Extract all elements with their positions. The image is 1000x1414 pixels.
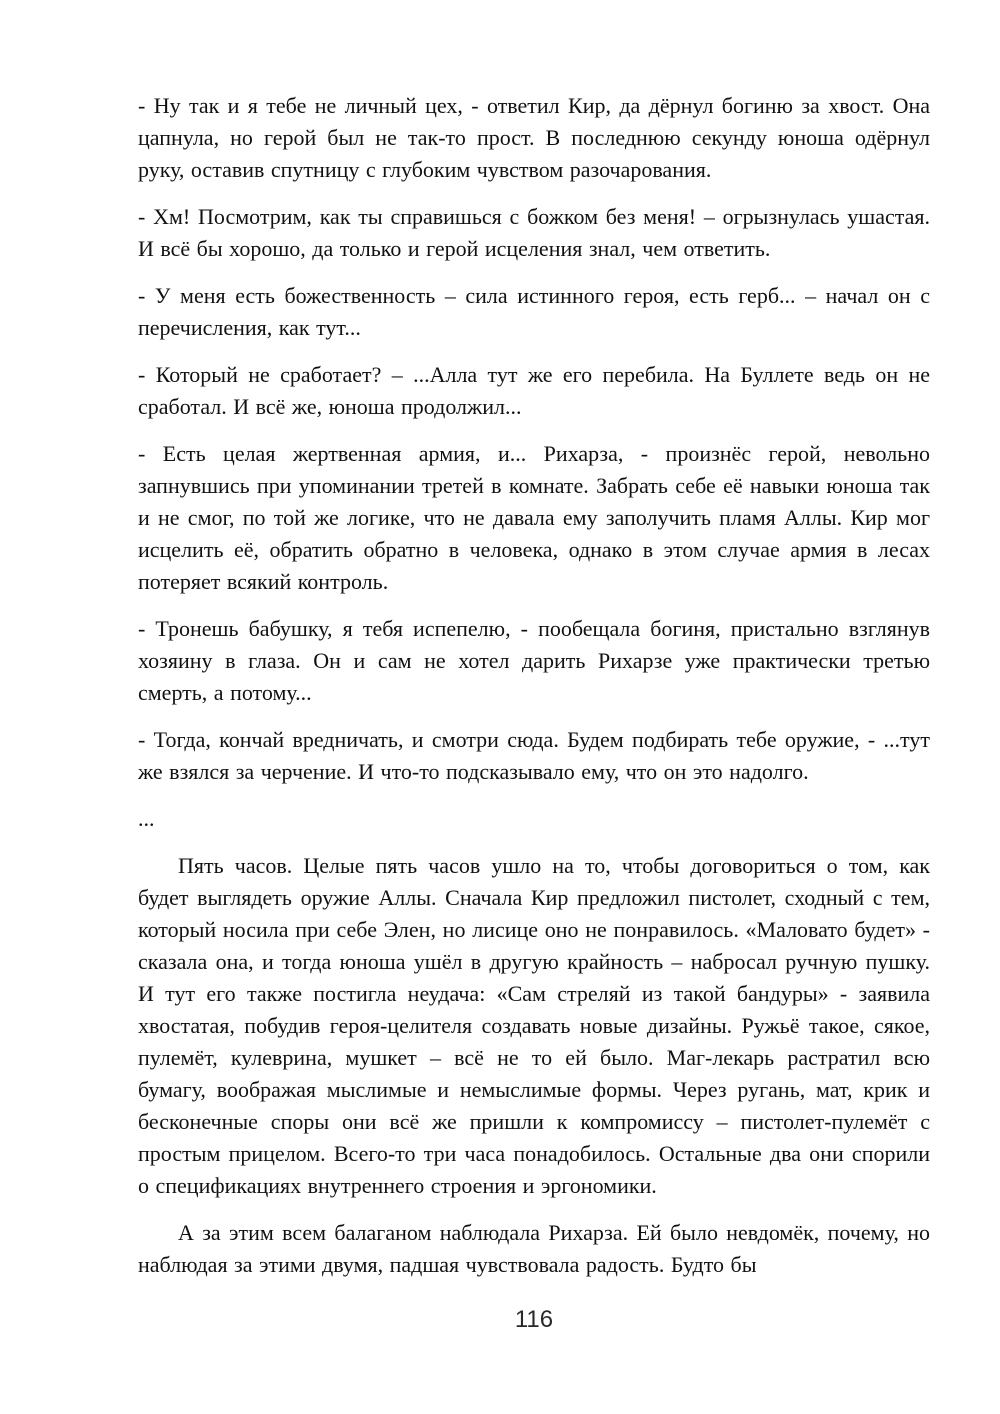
paragraph: - Есть целая жертвенная армия, и... Рихарза, - произнёс герой, невольно запнувшись при упоминании третей в комнате. Забрать себе её навыки юноша так и не смог, по той же логике, что не давала ему заполучить пламя Аллы. Кир мог исцелить её, обратить обратно в человека, однако в этом случае армия в лесах потеряет всякий контроль.: [138, 441, 930, 594]
text-block: [138, 90, 930, 1296]
paragraph: - Тогда, кончай вредничать, и смотри сюда. Будем подбирать тебе оружие, - ...тут же взялся за черчение. И что-то подсказывало ему, что он это надолго.: [138, 727, 930, 784]
paragraph: - У меня есть божественность – сила истинного героя, есть герб... – начал он с перечисления, как тут...: [138, 283, 930, 340]
paragraph: - Хм! Посмотрим, как ты справишься с божком без меня! – огрызнулась ушастая. И всё бы хорошо, да только и герой исцеления знал, чем ответить.: [138, 204, 930, 261]
paragraph: - Тронешь бабушку, я тебя испепелю, - пообещала богиня, пристально взглянув хозяину в глаза. Он и сам не хотел дарить Рихарзе уже практически третью смерть, а потому...: [138, 616, 930, 705]
page-number: 116: [514, 1306, 554, 1333]
paragraph: А за этим всем балаганом наблюдала Рихарза. Ей было невдомёк, почему, но наблюдая за этими двумя, падшая чувствовала радость. Будто бы: [138, 1220, 930, 1277]
paragraph: Пять часов. Целые пять часов ушло на то, чтобы договориться о том, как будет выглядеть оружие Аллы. Сначала Кир предложил пистолет, сходный с тем, который носила при себе Элен, но лисице оно не понравилось. «Маловато будет» - сказала она, и тогда юноша ушёл в другую крайность – набросал ручную пушку. И тут его также постигла неудача: «Сам стреляй из такой бандуры» - заявила хвостатая, побудив героя-целителя создавать новые дизайны. Ружьё такое, сякое, пулемёт, кулеврина, мушкет – всё не то ей было. Маг-лекарь растратил всю бумагу, воображая мыслимые и немыслимые формы. Через ругань, мат, крик и бесконечные споры они всё же пришли к компромиссу – пистолет-пулемёт с простым прицелом. Всего-то три часа понадобилось. Остальные два они спорили о спецификациях внутреннего строения и эргономики.: [138, 853, 930, 1198]
paragraph: - Ну так и я тебе не личный цех, - ответил Кир, да дёрнул богиню за хвост. Она цапнула, но герой был не так-то прост. В последнюю секунду юноша одёрнул руку, оставив спутницу с глубоким чувством разочарования.: [138, 93, 930, 182]
paragraph-ellipsis: ...: [138, 806, 155, 831]
paragraph: - Который не сработает? – ...Алла тут же его перебила. На Буллете ведь он не сработал. И всё же, юноша продолжил...: [138, 362, 930, 419]
